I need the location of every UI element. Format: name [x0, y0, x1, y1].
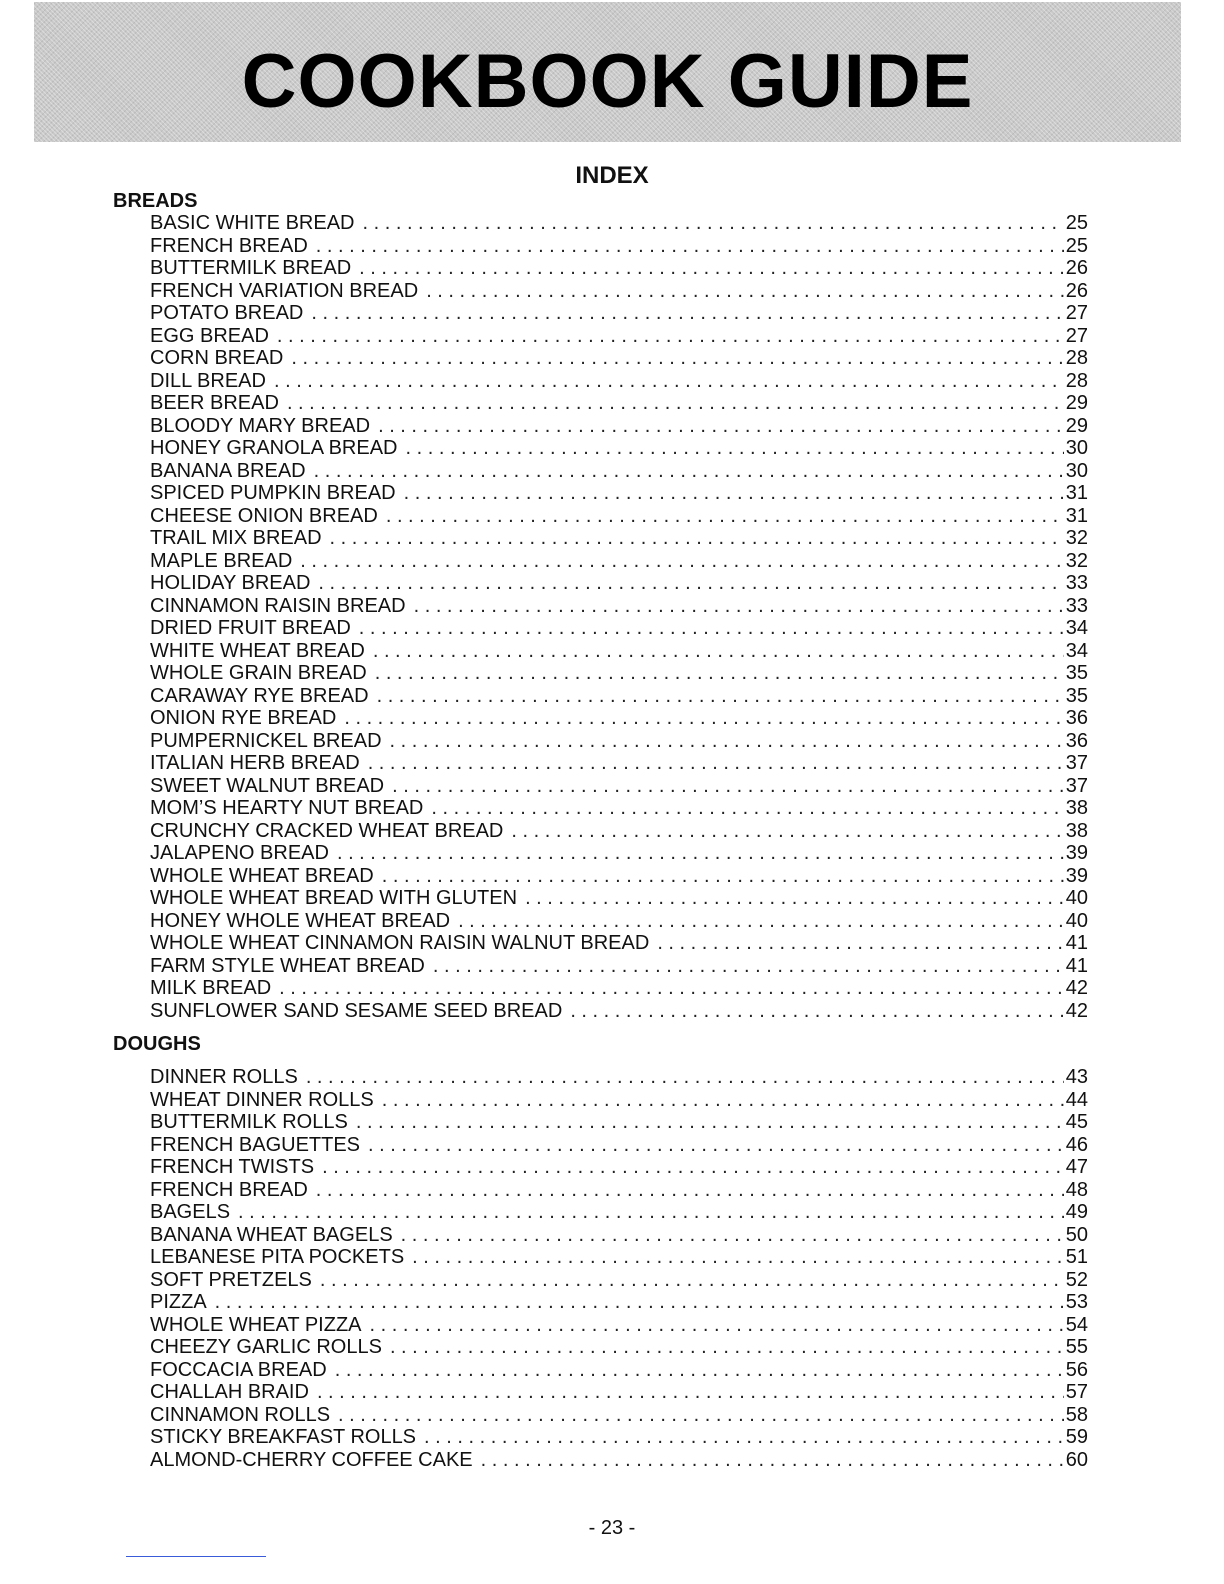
- entry-page-number: 28: [1065, 347, 1088, 369]
- entry-title: TRAIL MIX BREAD: [150, 527, 322, 549]
- entry-page-number: 49: [1065, 1201, 1088, 1223]
- entry-page-number: 37: [1065, 752, 1088, 774]
- entry-title: FOCCACIA BREAD: [150, 1358, 327, 1381]
- dot-leader: [322, 1156, 1064, 1179]
- dot-leader: [330, 527, 1064, 550]
- index-entry: [150, 1336, 1088, 1359]
- entry-page-number: 53: [1065, 1291, 1088, 1313]
- entry-page-number: 47: [1065, 1156, 1088, 1178]
- index-entry: [150, 955, 1088, 978]
- dot-leader: [570, 1000, 1063, 1023]
- entry-page-number: 26: [1065, 257, 1088, 279]
- entry-title: WHOLE GRAIN BREAD: [150, 662, 367, 684]
- entry-title: FRENCH TWISTS: [150, 1156, 315, 1178]
- entry-page-number: 27: [1065, 302, 1088, 324]
- entry-title: WHITE WHEAT BREAD: [150, 639, 365, 662]
- dot-leader: [412, 1246, 1064, 1269]
- entry-title: EGG BREAD: [150, 324, 269, 347]
- entry-page-number: 39: [1065, 864, 1088, 887]
- entry-title: BLOODY MARY BREAD: [150, 414, 371, 437]
- index-entry: [150, 1000, 1088, 1023]
- entry-title: BUTTERMILK ROLLS: [150, 1111, 348, 1133]
- entry-title: PIZZA: [150, 1291, 207, 1313]
- entry-title: STICKY BREAKFAST ROLLS: [150, 1426, 417, 1448]
- entry-page-number: 52: [1065, 1268, 1088, 1291]
- entry-title: CINNAMON ROLLS: [150, 1403, 331, 1426]
- section-heading-doughs: DOUGHS: [113, 1033, 201, 1055]
- dot-leader: [238, 1201, 1064, 1224]
- entry-page-number: 28: [1065, 369, 1088, 392]
- index-entry: [150, 1359, 1088, 1382]
- entry-page-number: 44: [1065, 1088, 1088, 1111]
- dot-leader: [344, 707, 1063, 730]
- title-banner: [34, 2, 1181, 142]
- dot-leader: [320, 1269, 1064, 1292]
- dot-leader: [311, 302, 1063, 325]
- entry-title: FRENCH BREAD: [150, 1178, 308, 1201]
- entry-page-number: 29: [1065, 392, 1088, 414]
- dot-leader: [401, 1224, 1064, 1247]
- entry-title: LEBANESE PITA POCKETS: [150, 1246, 405, 1268]
- entry-page-number: 41: [1065, 954, 1088, 977]
- dot-leader: [359, 257, 1064, 280]
- entry-title: DILL BREAD: [150, 369, 266, 392]
- dot-leader: [431, 797, 1063, 820]
- index-entry: [150, 1134, 1088, 1157]
- index-entry: [150, 347, 1088, 370]
- index-entry: [150, 842, 1088, 865]
- entry-page-number: 40: [1065, 909, 1088, 932]
- dot-leader: [458, 910, 1064, 933]
- entry-page-number: 32: [1065, 527, 1088, 549]
- entry-page-number: 41: [1065, 932, 1088, 954]
- dot-leader: [377, 685, 1064, 708]
- entry-page-number: 59: [1065, 1426, 1088, 1448]
- entry-title: BANANA WHEAT BAGELS: [150, 1223, 393, 1246]
- index-entry: [150, 280, 1088, 303]
- index-entry: [150, 617, 1088, 640]
- entry-title: CHEESE ONION BREAD: [150, 504, 378, 527]
- dot-leader: [373, 640, 1064, 663]
- dot-leader: [370, 1314, 1064, 1337]
- entry-page-number: 26: [1065, 279, 1088, 302]
- entry-page-number: 56: [1065, 1358, 1088, 1381]
- index-entry: [150, 572, 1088, 595]
- dot-leader: [404, 482, 1064, 505]
- dot-leader: [390, 730, 1064, 753]
- dot-leader: [390, 1336, 1064, 1359]
- entry-page-number: 29: [1065, 414, 1088, 437]
- index-entry: [150, 820, 1088, 843]
- index-entry: [150, 550, 1088, 573]
- dot-leader: [338, 1404, 1064, 1427]
- entry-title: SWEET WALNUT BREAD: [150, 774, 385, 797]
- index-entry: [150, 595, 1088, 618]
- index-entry: [150, 865, 1088, 888]
- entry-page-number: 42: [1065, 999, 1088, 1022]
- dot-leader: [481, 1449, 1064, 1472]
- entry-title: MAPLE BREAD: [150, 549, 293, 572]
- dot-leader: [362, 212, 1063, 235]
- entry-title: JALAPENO BREAD: [150, 842, 329, 864]
- entry-title: ONION RYE BREAD: [150, 707, 337, 729]
- entry-page-number: 42: [1065, 977, 1088, 999]
- entry-page-number: 54: [1065, 1313, 1088, 1336]
- entry-page-number: 38: [1065, 819, 1088, 842]
- index-entry: [150, 1111, 1088, 1134]
- index-entry: [150, 1426, 1088, 1449]
- doughs-entry-list: [150, 1066, 1088, 1471]
- dot-leader: [314, 460, 1064, 483]
- index-entry: [150, 392, 1088, 415]
- dot-leader: [386, 505, 1064, 528]
- dot-leader: [405, 437, 1063, 460]
- entry-title: FRENCH VARIATION BREAD: [150, 279, 419, 302]
- index-entry: [150, 730, 1088, 753]
- entry-page-number: 34: [1065, 617, 1088, 639]
- entry-page-number: 36: [1065, 707, 1088, 729]
- entry-title: CHALLAH BRAID: [150, 1381, 309, 1403]
- index-entry: [150, 1449, 1088, 1472]
- footer-rule: [126, 1556, 266, 1557]
- index-entry: [150, 1291, 1088, 1314]
- dot-leader: [316, 1179, 1064, 1202]
- entry-page-number: 57: [1065, 1381, 1088, 1403]
- entry-title: BEER BREAD: [150, 392, 279, 414]
- dot-leader: [306, 1066, 1064, 1089]
- entry-title: SOFT PRETZELS: [150, 1268, 312, 1291]
- dot-leader: [424, 1426, 1064, 1449]
- entry-page-number: 50: [1065, 1223, 1088, 1246]
- entry-page-number: 31: [1065, 482, 1088, 504]
- index-entry: [150, 1224, 1088, 1247]
- index-entry: [150, 302, 1088, 325]
- dot-leader: [392, 775, 1064, 798]
- entry-title: FRENCH BREAD: [150, 234, 308, 257]
- dot-leader: [368, 752, 1064, 775]
- entry-title: DINNER ROLLS: [150, 1066, 298, 1088]
- dot-leader: [274, 370, 1064, 393]
- entry-title: WHOLE WHEAT PIZZA: [150, 1313, 362, 1336]
- page-number: - 23 -: [588, 1517, 636, 1539]
- index-entry: [150, 640, 1088, 663]
- dot-leader: [287, 392, 1064, 415]
- index-entry: [150, 460, 1088, 483]
- entry-title: PUMPERNICKEL BREAD: [150, 729, 382, 752]
- entry-page-number: 30: [1065, 437, 1088, 459]
- entry-page-number: 40: [1065, 887, 1088, 909]
- entry-title: SUNFLOWER SAND SESAME SEED BREAD: [150, 999, 563, 1022]
- entry-title: BASIC WHITE BREAD: [150, 212, 355, 234]
- entry-page-number: 30: [1065, 459, 1088, 482]
- entry-page-number: 46: [1065, 1133, 1088, 1156]
- entry-title: HOLIDAY BREAD: [150, 572, 311, 594]
- entry-title: FRENCH BAGUETTES: [150, 1133, 361, 1156]
- entry-page-number: 27: [1065, 324, 1088, 347]
- banner-title: COOKBOOK GUIDE: [241, 39, 974, 124]
- dot-leader: [378, 415, 1064, 438]
- dot-leader: [279, 977, 1064, 1000]
- dot-leader: [215, 1291, 1064, 1314]
- index-entry: [150, 527, 1088, 550]
- index-title: INDEX: [575, 162, 649, 189]
- entry-title: WHOLE WHEAT BREAD: [150, 864, 374, 887]
- dot-leader: [525, 887, 1064, 910]
- index-entry: [150, 1246, 1088, 1269]
- index-entry: [150, 1089, 1088, 1112]
- entry-page-number: 45: [1065, 1111, 1088, 1133]
- entry-title: DRIED FRUIT BREAD: [150, 617, 351, 639]
- dot-leader: [511, 820, 1063, 843]
- entry-page-number: 48: [1065, 1178, 1088, 1201]
- entry-title: WHOLE WHEAT CINNAMON RAISIN WALNUT BREAD: [150, 932, 650, 954]
- index-entry: [150, 977, 1088, 1000]
- index-entry: [150, 1381, 1088, 1404]
- dot-leader: [359, 617, 1064, 640]
- entry-page-number: 60: [1065, 1448, 1088, 1471]
- entry-title: MILK BREAD: [150, 977, 272, 999]
- entry-title: FARM STYLE WHEAT BREAD: [150, 954, 425, 977]
- entry-title: WHEAT DINNER ROLLS: [150, 1088, 374, 1111]
- dot-leader: [335, 1359, 1064, 1382]
- dot-leader: [356, 1111, 1064, 1134]
- index-entry: [150, 1156, 1088, 1179]
- entry-page-number: 38: [1065, 797, 1088, 819]
- entry-title: ITALIAN HERB BREAD: [150, 752, 360, 774]
- index-entry: [150, 482, 1088, 505]
- index-entry: [150, 685, 1088, 708]
- index-entry: [150, 505, 1088, 528]
- index-entry: [150, 797, 1088, 820]
- index-entry: [150, 1404, 1088, 1427]
- index-entry: [150, 1179, 1088, 1202]
- dot-leader: [317, 1381, 1064, 1404]
- dot-leader: [316, 235, 1064, 258]
- entry-page-number: 35: [1065, 684, 1088, 707]
- entry-page-number: 32: [1065, 549, 1088, 572]
- entry-page-number: 33: [1065, 572, 1088, 594]
- index-entry: [150, 325, 1088, 348]
- index-entry: [150, 1314, 1088, 1337]
- entry-title: CHEEZY GARLIC ROLLS: [150, 1336, 382, 1358]
- entry-title: BUTTERMILK BREAD: [150, 257, 352, 279]
- index-entry: [150, 1269, 1088, 1292]
- dot-leader: [382, 865, 1064, 888]
- entry-page-number: 35: [1065, 662, 1088, 684]
- dot-leader: [426, 280, 1064, 303]
- entry-page-number: 51: [1065, 1246, 1088, 1268]
- index-entry: [150, 662, 1088, 685]
- dot-leader: [414, 595, 1064, 618]
- entry-title: CARAWAY RYE BREAD: [150, 684, 369, 707]
- dot-leader: [368, 1134, 1064, 1157]
- index-entry: [150, 887, 1088, 910]
- entry-title: CORN BREAD: [150, 347, 284, 369]
- entry-title: POTATO BREAD: [150, 302, 304, 324]
- entry-page-number: 55: [1065, 1336, 1088, 1358]
- index-entry: [150, 437, 1088, 460]
- entry-title: WHOLE WHEAT BREAD WITH GLUTEN: [150, 887, 518, 909]
- entry-page-number: 25: [1065, 212, 1088, 234]
- entry-page-number: 31: [1065, 504, 1088, 527]
- entry-title: MOM’S HEARTY NUT BREAD: [150, 797, 424, 819]
- index-entry: [150, 235, 1088, 258]
- entry-page-number: 39: [1065, 842, 1088, 864]
- dot-leader: [300, 550, 1063, 573]
- entry-page-number: 36: [1065, 729, 1088, 752]
- entry-title: BANANA BREAD: [150, 459, 306, 482]
- dot-leader: [337, 842, 1064, 865]
- entry-page-number: 34: [1065, 639, 1088, 662]
- index-entry: [150, 1201, 1088, 1224]
- dot-leader: [382, 1089, 1064, 1112]
- entry-page-number: 37: [1065, 774, 1088, 797]
- entry-title: HONEY GRANOLA BREAD: [150, 437, 398, 459]
- dot-leader: [277, 325, 1064, 348]
- entry-title: CRUNCHY CRACKED WHEAT BREAD: [150, 819, 504, 842]
- dot-leader: [375, 662, 1064, 685]
- dot-leader: [318, 572, 1063, 595]
- section-heading-breads: BREADS: [113, 190, 198, 212]
- entry-title: HONEY WHOLE WHEAT BREAD: [150, 909, 451, 932]
- entry-page-number: 58: [1065, 1403, 1088, 1426]
- dot-leader: [657, 932, 1063, 955]
- entry-page-number: 43: [1065, 1066, 1088, 1088]
- entry-title: SPICED PUMPKIN BREAD: [150, 482, 396, 504]
- index-entry: [150, 707, 1088, 730]
- entry-page-number: 25: [1065, 234, 1088, 257]
- dot-leader: [433, 955, 1064, 978]
- index-entry: [150, 932, 1088, 955]
- index-entry: [150, 415, 1088, 438]
- index-entry: [150, 910, 1088, 933]
- index-entry: [150, 752, 1088, 775]
- index-entry: [150, 1066, 1088, 1089]
- entry-title: BAGELS: [150, 1201, 231, 1223]
- entry-page-number: 33: [1065, 594, 1088, 617]
- index-entry: [150, 775, 1088, 798]
- index-entry: [150, 257, 1088, 280]
- breads-entry-list: [150, 212, 1088, 1022]
- index-entry: [150, 370, 1088, 393]
- entry-title: ALMOND-CHERRY COFFEE CAKE: [150, 1448, 473, 1471]
- index-entry: [150, 212, 1088, 235]
- entry-title: CINNAMON RAISIN BREAD: [150, 594, 406, 617]
- dot-leader: [291, 347, 1063, 370]
